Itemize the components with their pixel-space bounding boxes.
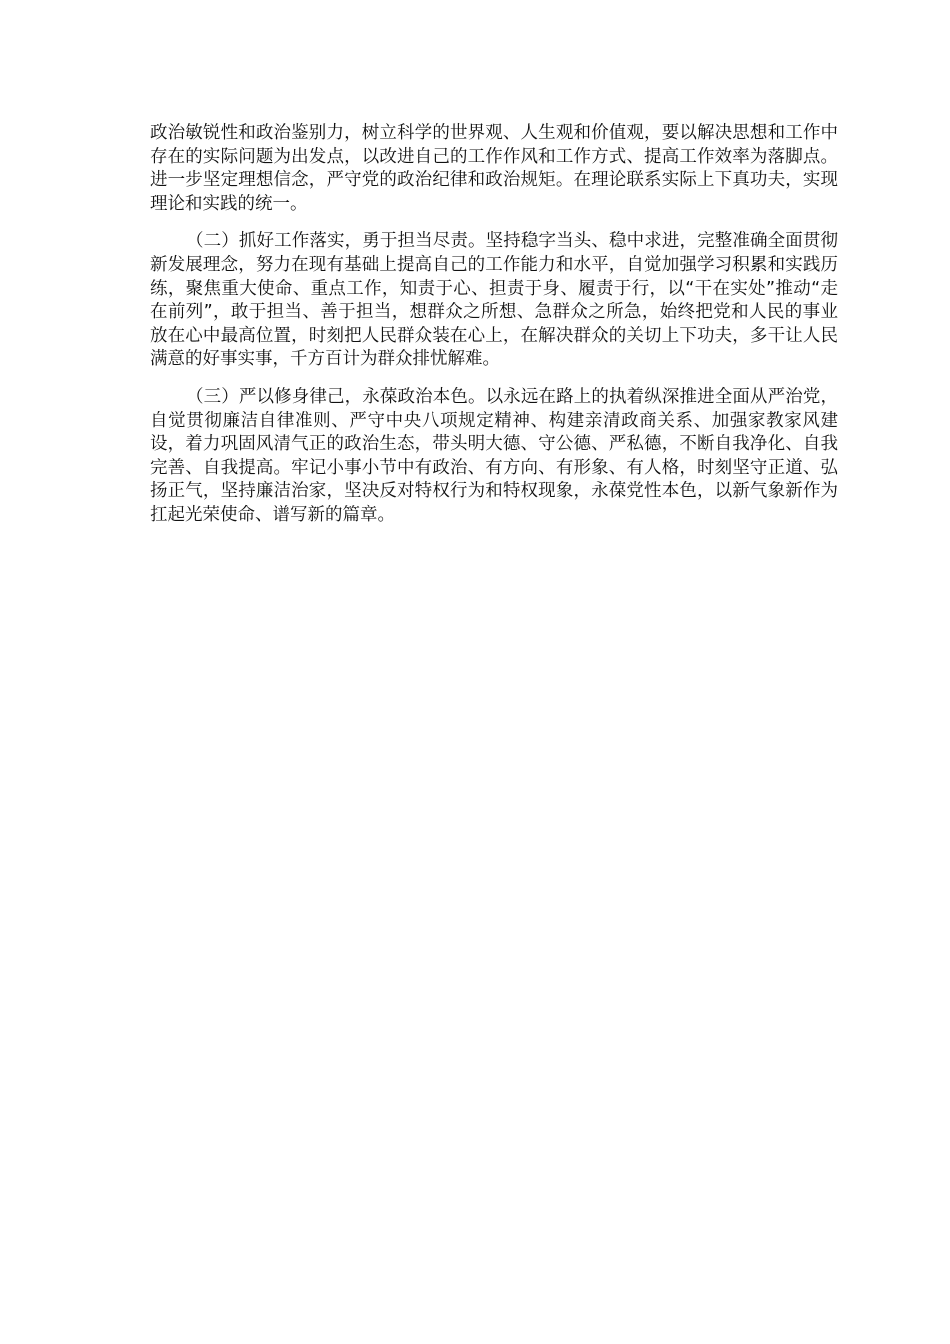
paragraph-section-two: （二）抓好工作落实，勇于担当尽责。坚持稳字当头、稳中求进，完整准确全面贯彻新发展理念，努力在现有基础上提高自己的工作能力和水平，自觉加强学习积累和实践历练，聚焦重大使命、重点工作，知责于心、担责于身、履责于行，以“干在实处”推动“走在前列”，敢于担当、善于担当，想群众之所想、急群众之所急，始终把党和人民的事业放在心中最高位置，时刻把人民群众装在心上，在解决群众的关切上下功夫，多干让人民满意的好事实事，千方百计为群众排忧解难。	[150, 231, 838, 370]
paragraph-continuation: 政治敏锐性和政治鉴别力，树立科学的世界观、人生观和价值观，要以解决思想和工作中存在的实际问题为出发点，以改进自己的工作作风和工作方式、提高工作效率为落脚点。进一步坚定理想信念，严守党的政治纪律和政治规矩。在理论联系实际上下真功夫，实现理论和实践的统一。	[150, 123, 838, 214]
paragraph-section-three: （三）严以修身律己，永葆政治本色。以永远在路上的执着纵深推进全面从严治党，自觉贯彻廉洁自律准则、严守中央八项规定精神、构建亲清政商关系、加强家教家风建设，着力巩固风清气正的政治生态，带头明大德、守公德、严私德，不断自我净化、自我完善、自我提高。牢记小事小节中有政治、有方向、有形象、有人格，时刻坚守正道、弘扬正气，坚持廉洁治家，坚决反对特权行为和特权现象，永葆党性本色，以新气象新作为扛起光荣使命、谱写新的篇章。	[150, 386, 838, 525]
document-body	[150, 122, 838, 542]
